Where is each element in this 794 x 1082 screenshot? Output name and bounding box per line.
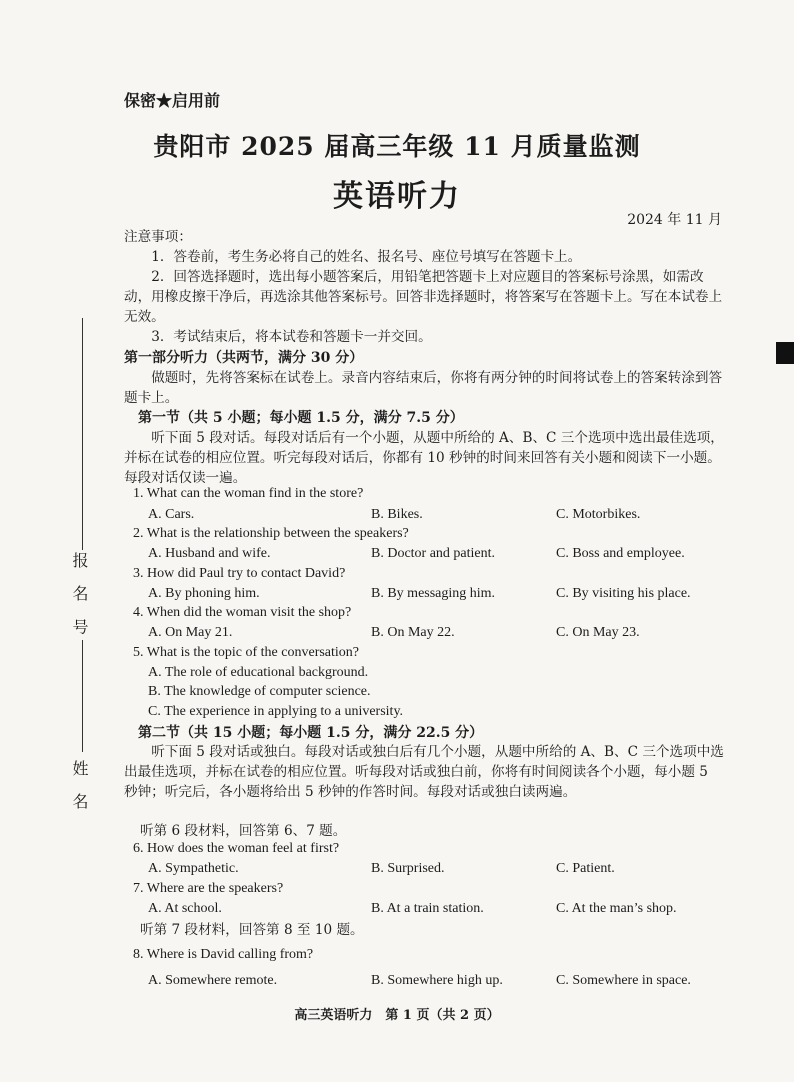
material-6-instruction: 听第 6 段材料，回答第 6、7 题。	[140, 823, 347, 839]
section1-heading: 第一节（共 5 小题；每小题 1.5 分，满分 7.5 分）	[138, 410, 464, 426]
option-c: C. Somewhere in space.	[556, 973, 691, 988]
section2-heading: 第二节（共 15 小题；每小题 1.5 分，满分 22.5 分）	[138, 725, 484, 741]
note-item: 3．考试结束后，将本试卷和答题卡一并交回。	[151, 329, 432, 345]
option-a: A. The role of educational background.	[148, 665, 369, 680]
option-c: C. Patient.	[556, 861, 615, 876]
option-a: A. On May 21.	[148, 625, 233, 640]
option-b: B. On May 22.	[371, 625, 455, 640]
option-c: C. Motorbikes.	[556, 507, 641, 522]
question-6: 6. How does the woman feel at first?	[133, 841, 340, 856]
option-b: B. Bikes.	[371, 507, 423, 522]
exam-date: 2024 年 11 月	[627, 212, 722, 228]
option-c: C. By visiting his place.	[556, 586, 691, 601]
option-b: B. At a train station.	[371, 901, 484, 916]
part1-heading: 第一部分听力（共两节，满分 30 分）	[124, 350, 364, 366]
exam-title: 贵阳市 2025 届高三年级 11 月质量监测	[153, 132, 641, 161]
reg-number-line	[82, 318, 83, 550]
question-4: 4. When did the woman visit the shop?	[133, 605, 352, 620]
question-8: 8. Where is David calling from?	[133, 947, 314, 962]
note-item: 2．回答选择题时，选出每小题答案后，用铅笔把答题卡上对应题目的答案标号涂黑，如需改动，用橡皮擦干净后，再选涂其他答案标号。回答非选择题时，将答案写在答题卡上。写在本试卷上无效。	[124, 269, 723, 325]
option-a: A. Sympathetic.	[148, 861, 239, 876]
option-b: B. By messaging him.	[371, 586, 496, 601]
option-a: A. Cars.	[148, 507, 195, 522]
page-marker-block	[776, 342, 794, 364]
note-item: 1．答卷前，考生务必将自己的姓名、报名号、座位号填写在答题卡上。	[151, 249, 582, 265]
name-line	[82, 640, 83, 752]
option-c: C. On May 23.	[556, 625, 640, 640]
option-c: C. Boss and employee.	[556, 546, 685, 561]
option-b: B. Surprised.	[371, 861, 445, 876]
section1-intro: 听下面 5 段对话。每段对话后有一个小题，从题中所给的 A、B、C 三个选项中选出最佳选项，并标在试卷的相应位置。听完每段对话后，你都有 10 秒钟的时间来回答有关小题和阅读下一小题。每段对话仅读一遍。	[124, 430, 724, 486]
option-a: A. Somewhere remote.	[148, 973, 278, 988]
section2-intro: 听下面 5 段对话或独白。每段对话或独白后有几个小题，从题中所给的 A、B、C 三个选项中选出最佳选项，并标在试卷的相应位置。听每段对话或独白前，你将有时间阅读各个小题，每小题 5 秒钟；听完后，各小题将给出 5 秒钟的作答时间。每段对话或独白读两遍。	[124, 744, 724, 800]
question-7: 7. Where are the speakers?	[133, 881, 284, 896]
option-a: A. By phoning him.	[148, 586, 260, 601]
name-label: 姓 名	[70, 760, 89, 816]
option-a: A. At school.	[148, 901, 222, 916]
option-a: A. Husband and wife.	[148, 546, 271, 561]
exam-subtitle: 英语听力	[333, 179, 461, 214]
question-1: 1. What can the woman find in the store?	[133, 486, 364, 501]
reg-number-label: 报 名 号	[70, 552, 89, 641]
page-footer: 高三英语听力 第 1 页（共 2 页）	[294, 1008, 500, 1023]
notes-block	[124, 227, 724, 347]
question-3: 3. How did Paul try to contact David?	[133, 566, 346, 581]
question-5: 5. What is the topic of the conversation?	[133, 645, 360, 660]
option-b: B. The knowledge of computer science.	[148, 684, 371, 699]
option-c: C. The experience in applying to a university.	[148, 704, 404, 719]
confidential-label: 保密★启用前	[124, 91, 221, 110]
option-b: B. Doctor and patient.	[371, 546, 496, 561]
question-2: 2. What is the relationship between the speakers?	[133, 526, 409, 541]
option-b: B. Somewhere high up.	[371, 973, 503, 988]
option-c: C. At the man’s shop.	[556, 901, 677, 916]
material-7-instruction: 听第 7 段材料，回答第 8 至 10 题。	[140, 922, 364, 938]
notes-heading: 注意事项：	[124, 229, 192, 245]
part1-intro: 做题时，先将答案标在试卷上。录音内容结束后，你将有两分钟的时间将试卷上的答案转涂到答题卡上。	[124, 370, 723, 406]
